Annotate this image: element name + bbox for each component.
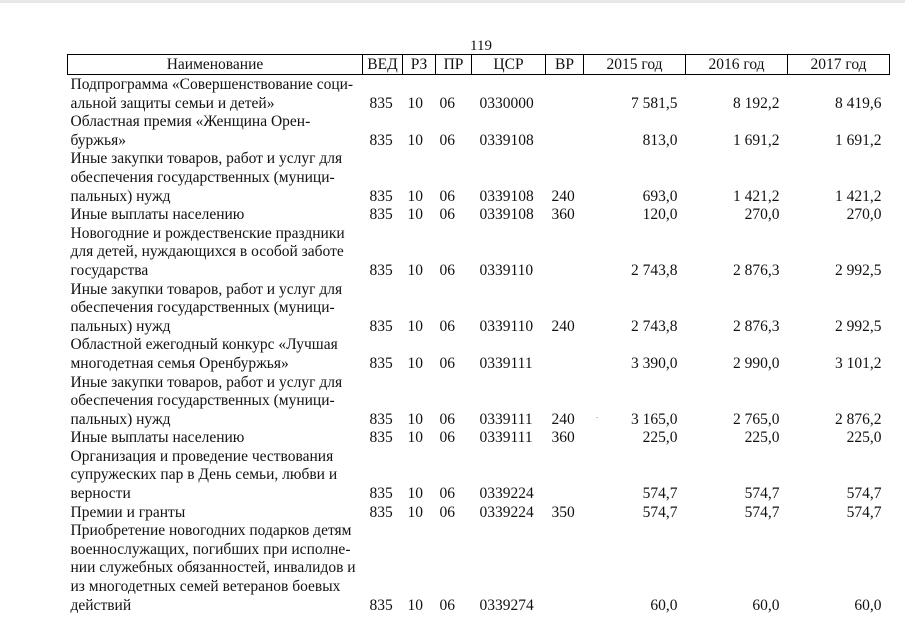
cell-ved: 835 — [369, 206, 393, 224]
cell-y2015: 813,0 — [642, 131, 678, 149]
cell-csr: 0339108 — [479, 131, 534, 149]
cell-y2016: 2 876,3 — [733, 261, 780, 279]
cell-csr: 0339224 — [479, 485, 534, 503]
cell-y2015: 574,7 — [642, 503, 678, 521]
cell-pr: 06 — [439, 317, 455, 335]
cell-y2015: 120,0 — [642, 206, 678, 224]
cell-y2017: 60,0 — [854, 596, 882, 614]
table-body — [68, 75, 890, 616]
cell-name: Организация и проведение чествования супружеских пар в День семьи, любви и верности — [70, 447, 338, 503]
cell-name: Иные закупки товаров, работ и услуг для обеспечения государственных (муници- пальных) нужд — [70, 150, 343, 205]
header-csr: ЦСР — [472, 55, 546, 75]
cell-rz: 10 — [407, 503, 423, 521]
cell-rz: 10 — [407, 261, 423, 279]
cell-csr: 0339111 — [479, 429, 533, 447]
cell-ved: 835 — [369, 596, 393, 614]
cell-ved: 835 — [369, 317, 393, 335]
header-pr: ПР — [436, 55, 472, 75]
table-row — [68, 150, 890, 206]
cell-csr: 0339110 — [479, 317, 534, 335]
header-2016: 2016 год — [686, 55, 788, 75]
table-row — [68, 206, 890, 225]
header-vr: ВР — [546, 55, 584, 75]
cell-csr: 0339111 — [479, 410, 533, 428]
cell-y2015: 693,0 — [642, 187, 678, 205]
cell-pr: 06 — [439, 485, 455, 503]
cell-csr: 0339111 — [479, 354, 533, 372]
cell-name: Иные выплаты населению — [70, 206, 245, 224]
table-row — [68, 225, 890, 281]
cell-y2016: 225,0 — [744, 429, 780, 447]
cell-y2016: 574,7 — [744, 485, 780, 503]
cell-ved: 835 — [369, 94, 393, 112]
cell-vr: 240 — [551, 410, 575, 428]
cell-y2017: 1 421,2 — [835, 187, 882, 205]
cell-csr: 0330000 — [479, 94, 534, 112]
cell-vr: 360 — [551, 206, 575, 224]
cell-csr: 0339110 — [479, 261, 534, 279]
cell-ved: 835 — [369, 503, 393, 521]
cell-y2015: 2 743,8 — [631, 317, 678, 335]
cell-pr: 06 — [439, 206, 455, 224]
cell-name: Подпрограмма «Совершенствование соци- альной защиты семьи и детей» — [70, 76, 354, 112]
header-ved: ВЕД — [363, 55, 403, 75]
cell-y2017: 2 992,5 — [835, 317, 882, 335]
cell-y2016: 1 691,2 — [733, 131, 780, 149]
cell-y2016: 2 765,0 — [733, 410, 780, 428]
cell-rz: 10 — [407, 429, 423, 447]
table-row — [68, 113, 890, 150]
cell-name: Иные выплаты населению — [70, 429, 245, 447]
cell-csr: 0339224 — [479, 503, 534, 521]
header-row — [68, 55, 890, 75]
cell-rz: 10 — [407, 485, 423, 503]
cell-rz: 10 — [407, 410, 423, 428]
cell-y2015: 3 165,0 — [631, 410, 678, 428]
cell-rz: 10 — [407, 317, 423, 335]
table-row — [68, 374, 890, 430]
cell-vr — [546, 336, 584, 373]
cell-name: Иные закупки товаров, работ и услуг для обеспечения государственных (муници- пальных) нужд — [70, 280, 343, 335]
cell-y2017: 270,0 — [846, 206, 882, 224]
cell-ved: 835 — [369, 429, 393, 447]
cell-vr: 240 — [551, 187, 575, 205]
cell-y2017: 2 876,2 — [835, 410, 882, 428]
cell-pr: 06 — [439, 596, 455, 614]
cell-rz: 10 — [407, 206, 423, 224]
table-row — [68, 75, 890, 114]
cell-ved: 835 — [369, 410, 393, 428]
header-2015: 2015 год — [584, 55, 686, 75]
cell-y2015: 7 581,5 — [631, 94, 678, 112]
cell-y2017: 574,7 — [846, 485, 882, 503]
cell-rz: 10 — [407, 94, 423, 112]
cell-pr: 06 — [439, 261, 455, 279]
cell-name: Областная премия «Женщина Орен- буржья» — [70, 113, 311, 149]
table-row — [68, 429, 890, 448]
cell-y2016: 2 990,0 — [733, 354, 780, 372]
cell-ved: 835 — [369, 187, 393, 205]
cell-pr: 06 — [439, 429, 455, 447]
cell-y2015: 60,0 — [650, 596, 678, 614]
cell-y2016: 60,0 — [752, 596, 780, 614]
cell-vr — [546, 522, 584, 615]
cell-rz: 10 — [407, 187, 423, 205]
page-number: 119 — [470, 38, 492, 54]
header-rz: РЗ — [403, 55, 436, 75]
cell-y2017: 574,7 — [846, 503, 882, 521]
cell-name: Новогодние и рождественские праздники для детей, нуждающихся в особой заботе государства — [70, 224, 345, 279]
cell-y2016: 1 421,2 — [733, 187, 780, 205]
cell-pr: 06 — [439, 94, 455, 112]
cell-rz: 10 — [407, 354, 423, 372]
cell-y2017: 3 101,2 — [835, 354, 882, 372]
cell-vr — [546, 75, 584, 114]
cell-vr — [546, 448, 584, 504]
table-row — [68, 281, 890, 337]
cell-y2017: 8 419,6 — [835, 94, 882, 112]
scan-edge — [0, 0, 905, 3]
cell-rz: 10 — [407, 596, 423, 614]
cell-pr: 06 — [439, 503, 455, 521]
table-row — [68, 504, 890, 523]
cell-y2016: 2 876,3 — [733, 317, 780, 335]
cell-y2017: 225,0 — [846, 429, 882, 447]
cell-csr: 0339108 — [479, 206, 534, 224]
cell-name: Областной ежегодный конкурс «Лучшая многодетная семья Оренбуржья» — [70, 336, 338, 372]
cell-name: Приобретение новогодних подарков детям военнослужащих, погибших при исполне- нии служебных обязанностей, инвалидов и из многодетных семей ветеранов боевых действий — [70, 522, 356, 614]
cell-csr: 0339108 — [479, 187, 534, 205]
cell-pr: 06 — [439, 410, 455, 428]
cell-y2017: 1 691,2 — [835, 131, 882, 149]
table-header — [68, 55, 890, 75]
cell-ved: 835 — [369, 261, 393, 279]
cell-pr: 06 — [439, 187, 455, 205]
cell-vr: 360 — [551, 429, 575, 447]
cell-ved: 835 — [369, 485, 393, 503]
cell-name: Иные закупки товаров, работ и услуг для обеспечения государственных (муници- пальных) нужд — [70, 373, 343, 428]
cell-ved: 835 — [369, 131, 393, 149]
cell-y2016: 574,7 — [744, 503, 780, 521]
header-2017: 2017 год — [788, 55, 890, 75]
cell-name: Премии и гранты — [70, 503, 186, 521]
cell-y2017: 2 992,5 — [835, 261, 882, 279]
header-name: Наименование — [68, 55, 363, 75]
cell-vr: 350 — [551, 503, 575, 521]
cell-pr: 06 — [439, 131, 455, 149]
budget-table-container — [67, 54, 889, 615]
cell-y2016: 8 192,2 — [733, 94, 780, 112]
cell-y2015: 225,0 — [642, 429, 678, 447]
cell-y2015: 3 390,0 — [631, 354, 678, 372]
cell-vr — [546, 225, 584, 281]
table-row — [68, 336, 890, 373]
cell-y2015: 2 743,8 — [631, 261, 678, 279]
table-row — [68, 448, 890, 504]
cell-ved: 835 — [369, 354, 393, 372]
cell-y2015: 574,7 — [642, 485, 678, 503]
table-row — [68, 522, 890, 615]
scan-dot: . — [596, 411, 598, 420]
cell-csr: 0339274 — [479, 596, 534, 614]
cell-rz: 10 — [407, 131, 423, 149]
budget-table — [67, 54, 890, 615]
cell-pr: 06 — [439, 354, 455, 372]
cell-vr: 240 — [551, 317, 575, 335]
cell-y2016: 270,0 — [744, 206, 780, 224]
cell-vr — [546, 113, 584, 150]
